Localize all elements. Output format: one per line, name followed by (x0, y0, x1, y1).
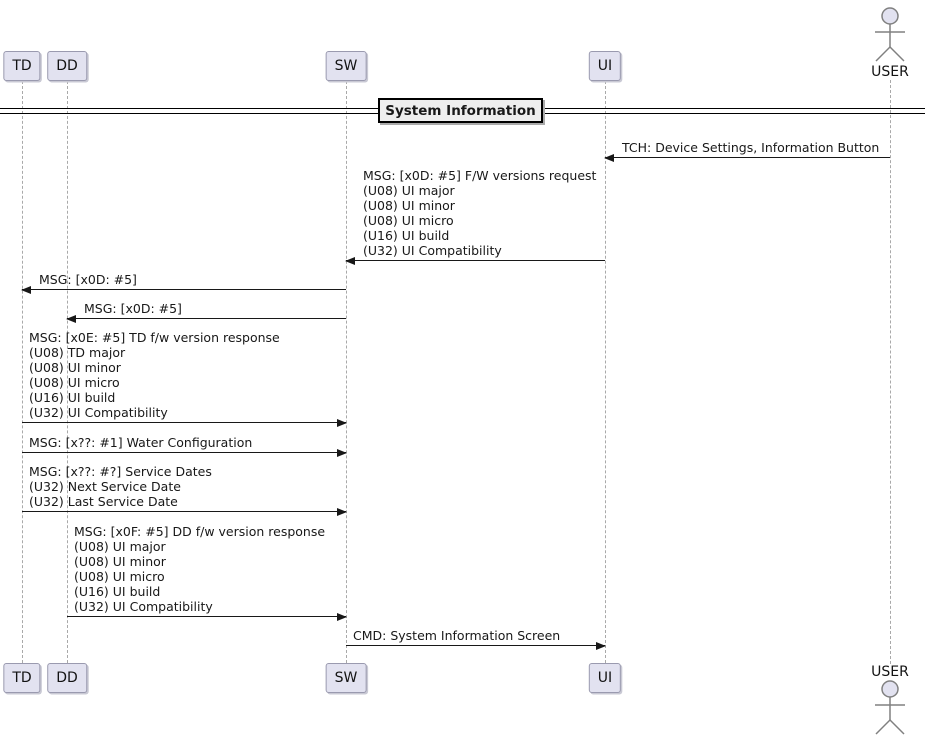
message-line: MSG: [x0D: #5] F/W versions request (363, 168, 597, 183)
message-line: (U08) TD major (29, 345, 126, 360)
message-2-label (363, 168, 596, 258)
message-3-arrow (22, 289, 346, 290)
message-line: (U08) UI micro (74, 569, 165, 584)
message-8-arrow (67, 616, 346, 617)
message-5-label (29, 330, 280, 420)
lifeline-td (22, 81, 23, 663)
lifeline-ui (605, 81, 606, 663)
message-7-label (29, 464, 212, 509)
participant-dd-top (47, 51, 87, 81)
message-5-arrow (22, 422, 346, 423)
message-line: (U16) UI build (74, 584, 161, 599)
arrowhead-left-icon (66, 315, 76, 323)
message-4-label (84, 301, 182, 316)
message-6-arrow (22, 452, 346, 453)
actor-label-user-bottom: USER (871, 664, 909, 680)
participant-sw-top (326, 51, 367, 81)
participant-label: SW (334, 58, 358, 74)
message-2-arrow (346, 260, 605, 261)
message-line: MSG: [x0F: #5] DD f/w version response (74, 524, 326, 539)
message-9-arrow (346, 645, 605, 646)
message-line: TCH: Device Settings, Information Button (622, 140, 880, 155)
message-line: MSG: [x0D: #5] (84, 301, 182, 316)
message-8-label (74, 524, 325, 614)
message-9-label (353, 628, 560, 643)
message-line: (U32) UI Compatibility (74, 599, 213, 614)
message-4-arrow (67, 318, 346, 319)
participant-ui-bottom (589, 663, 621, 693)
message-1-arrow (605, 157, 890, 158)
message-line: (U32) Last Service Date (29, 494, 178, 509)
participant-label: UI (597, 58, 613, 74)
message-line: (U08) UI minor (29, 360, 121, 375)
message-line: CMD: System Information Screen (353, 628, 561, 643)
message-line: (U08) UI micro (363, 213, 454, 228)
lifeline-user (890, 80, 891, 664)
message-line: (U08) UI micro (29, 375, 120, 390)
participant-label: TD (12, 58, 32, 74)
message-7-arrow (22, 511, 346, 512)
message-line: (U16) UI build (363, 228, 450, 243)
divider-title: System Information (385, 102, 536, 119)
participant-label: UI (597, 670, 613, 686)
message-3-label (39, 272, 137, 287)
message-line: MSG: [x??: #1] Water Configuration (29, 435, 253, 450)
arrowhead-right-icon (337, 613, 347, 621)
message-line: (U16) UI build (29, 390, 116, 405)
message-6-label (29, 435, 252, 450)
arrowhead-left-icon (345, 257, 355, 265)
message-line: (U08) UI minor (74, 554, 166, 569)
participant-label: SW (334, 670, 358, 686)
participant-label: DD (56, 670, 78, 686)
arrowhead-left-icon (21, 286, 31, 294)
message-line: (U32) Next Service Date (29, 479, 181, 494)
participant-label: DD (56, 58, 78, 74)
divider-system-information (378, 98, 543, 123)
message-line: MSG: [x0E: #5] TD f/w version response (29, 330, 280, 345)
participant-dd-bottom (47, 663, 87, 693)
participant-sw-bottom (326, 663, 367, 693)
participant-label: TD (12, 670, 32, 686)
message-1-label (622, 140, 879, 155)
participant-ui-top (589, 51, 621, 81)
message-line: MSG: [x??: #?] Service Dates (29, 464, 212, 479)
message-line: MSG: [x0D: #5] (39, 272, 137, 287)
arrowhead-right-icon (337, 419, 347, 427)
message-line: (U08) UI minor (363, 198, 455, 213)
lifeline-sw (346, 81, 347, 663)
message-line: (U08) UI major (74, 539, 166, 554)
participant-td-bottom (3, 663, 40, 693)
message-line: (U08) UI major (363, 183, 455, 198)
arrowhead-right-icon (596, 642, 606, 650)
arrowhead-right-icon (337, 508, 347, 516)
user-actor-icon-top (862, 3, 918, 63)
message-line: (U32) UI Compatibility (29, 405, 168, 420)
arrowhead-left-icon (604, 154, 614, 162)
user-actor-icon-bottom (862, 679, 918, 739)
message-line: (U32) UI Compatibility (363, 243, 502, 258)
actor-label-user-top: USER (871, 64, 909, 80)
participant-td-top (3, 51, 40, 81)
arrowhead-right-icon (337, 449, 347, 457)
